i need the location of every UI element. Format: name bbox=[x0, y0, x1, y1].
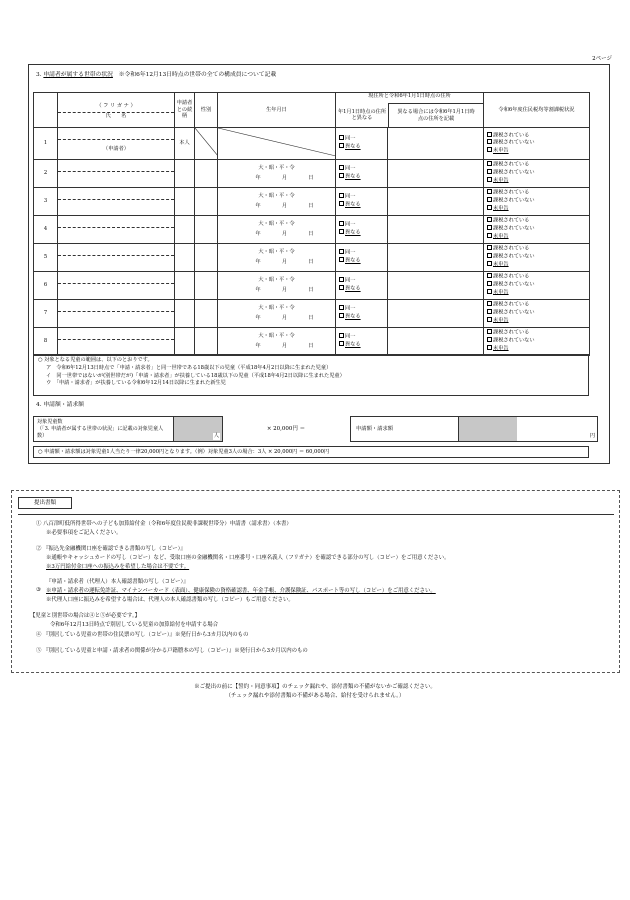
name-cell bbox=[58, 271, 175, 299]
household-table bbox=[33, 92, 590, 356]
header-tax-status: 令和6年度住民税均等割課税状況 bbox=[484, 93, 590, 128]
birthdate-cell[interactable] bbox=[218, 215, 336, 243]
section-3-title bbox=[36, 72, 276, 79]
checkbox[interactable] bbox=[339, 305, 344, 310]
name-cell bbox=[58, 243, 175, 271]
checkbox[interactable] bbox=[339, 333, 344, 338]
checkbox[interactable] bbox=[487, 329, 492, 334]
amount-box bbox=[350, 416, 598, 442]
relation-input[interactable] bbox=[175, 187, 195, 215]
address-diff-option[interactable]: 異なる bbox=[339, 341, 387, 349]
row-number: 3 bbox=[34, 187, 58, 215]
tax-taxed-option[interactable]: 課税されている bbox=[487, 273, 589, 281]
tax-status-choice bbox=[484, 215, 590, 243]
previous-address-input[interactable] bbox=[388, 159, 484, 187]
month-label: 月 bbox=[281, 203, 288, 209]
year-label: 年 bbox=[255, 343, 261, 349]
row-number: 4 bbox=[34, 215, 58, 243]
gender-cell-disabled bbox=[195, 128, 218, 160]
day-label: 日 bbox=[308, 343, 314, 349]
address-diff-option[interactable]: 異なる bbox=[339, 143, 387, 151]
address-same-option[interactable]: 同一 bbox=[339, 135, 387, 143]
header-furigana: （ フ リ ガ ナ ） bbox=[58, 101, 174, 113]
checkbox[interactable] bbox=[487, 147, 492, 152]
name-cell bbox=[58, 215, 175, 243]
birthdate-cell[interactable] bbox=[218, 187, 336, 215]
document-item-3-mark: ③ bbox=[36, 587, 41, 593]
checkbox[interactable] bbox=[339, 257, 344, 262]
name-input[interactable] bbox=[58, 200, 174, 215]
relation-input[interactable] bbox=[175, 327, 195, 355]
document-item-2: ② 『振込先金融機関口座を確認できる書類の写し（コピー）』 bbox=[36, 546, 186, 552]
checkbox[interactable] bbox=[487, 281, 492, 286]
separate-household-header: 【児童と別世帯の場合は④と⑤が必要です。】 bbox=[30, 613, 141, 619]
address-diff-option[interactable]: 異なる bbox=[339, 313, 387, 321]
year-label: 年 bbox=[255, 259, 261, 265]
era-options[interactable]: 大・昭・平・令 bbox=[258, 220, 295, 227]
section-4-title: 4. 申請額・請求額 bbox=[36, 402, 84, 408]
address-choice bbox=[336, 299, 388, 327]
birthdate-cell[interactable] bbox=[218, 327, 336, 355]
header-number bbox=[34, 93, 58, 128]
note-line: ウ 「申請・請求者」が扶養している令和6年12月14日以降に生まれた新生児 bbox=[46, 380, 226, 387]
checkbox[interactable] bbox=[487, 217, 492, 222]
previous-address-input[interactable] bbox=[388, 327, 484, 355]
checkbox[interactable] bbox=[339, 135, 344, 140]
gender-input[interactable] bbox=[195, 299, 218, 327]
checkbox[interactable] bbox=[487, 317, 492, 322]
documents-title: 提出書類 bbox=[18, 497, 72, 509]
checkbox[interactable] bbox=[487, 301, 492, 306]
checkbox[interactable] bbox=[339, 173, 344, 178]
gender-input[interactable] bbox=[195, 215, 218, 243]
header-relation: 申請者との続柄 bbox=[175, 93, 195, 128]
header-name bbox=[58, 93, 175, 128]
gender-input[interactable] bbox=[195, 159, 218, 187]
note-line: ○ 対象となる児童の範囲は、以下のとおりです。 bbox=[38, 357, 153, 363]
tax-not-taxed-option[interactable]: 課税されていない bbox=[487, 169, 589, 177]
tax-status-choice bbox=[484, 128, 590, 160]
tax-undeclared-option[interactable]: 未申告 bbox=[487, 261, 589, 269]
gender-input[interactable] bbox=[195, 327, 218, 355]
year-label: 年 bbox=[255, 287, 261, 293]
tax-status-choice bbox=[484, 327, 590, 355]
tax-not-taxed-option[interactable]: 課税されていない bbox=[487, 281, 589, 289]
gender-input[interactable] bbox=[195, 243, 218, 271]
note-line: ア 令和6年12月13日時点で「申請・請求者」と同一世帯である18歳以下の児童（平成18年4月2日以降に生まれた児童） bbox=[46, 364, 332, 371]
checkbox[interactable] bbox=[487, 205, 492, 210]
amount-label: 申請額・請求額 bbox=[351, 417, 459, 441]
header-address-group: 現住所と令和6年1月1日時点の住所 bbox=[368, 93, 451, 99]
household-row-6 bbox=[34, 271, 590, 299]
header-gender: 性別 bbox=[195, 93, 218, 128]
furigana-input[interactable] bbox=[58, 216, 174, 228]
checkbox[interactable] bbox=[487, 345, 492, 350]
address-choice bbox=[336, 159, 388, 187]
document-item-3: 『申請・請求者（代理人）本人確認書類の写し（コピー）』 bbox=[46, 579, 189, 585]
address-same-option[interactable]: 同一 bbox=[339, 305, 387, 313]
address-choice bbox=[336, 327, 388, 355]
note-line: イ 同一世帯ではないが(別世帯だが)「申請・請求者」が扶養している18歳以下の児童（平成18年4月2日以降に生まれた児童） bbox=[46, 372, 345, 379]
household-row-5 bbox=[34, 243, 590, 271]
header-address-note: 異なる場合には令和6年1月1日時点の住所を記載 bbox=[388, 103, 483, 127]
household-row-8 bbox=[34, 327, 590, 355]
furigana-input[interactable] bbox=[58, 300, 174, 312]
era-options[interactable]: 大・昭・平・令 bbox=[258, 164, 295, 171]
furigana-input[interactable] bbox=[58, 188, 174, 200]
era-options[interactable]: 大・昭・平・令 bbox=[258, 332, 295, 339]
checkbox[interactable] bbox=[487, 132, 492, 137]
checkbox[interactable] bbox=[339, 313, 344, 318]
diagonal-strike bbox=[195, 128, 218, 156]
target-children-box bbox=[33, 416, 223, 442]
name-cell bbox=[58, 299, 175, 327]
address-same-option[interactable]: 同一 bbox=[339, 221, 387, 229]
name-input[interactable] bbox=[58, 172, 174, 187]
checkbox[interactable] bbox=[487, 261, 492, 266]
footer-note-1: ※ご提出の前に【誓約・同意事項】のチェック漏れや、添付書類の不備がないかご確認ください。 bbox=[194, 684, 436, 690]
month-label: 月 bbox=[281, 259, 288, 265]
checkbox[interactable] bbox=[339, 277, 344, 282]
checkbox[interactable] bbox=[339, 165, 344, 170]
birthdate-cell[interactable] bbox=[218, 299, 336, 327]
day-label: 日 bbox=[308, 315, 314, 321]
tax-status-choice bbox=[484, 187, 590, 215]
separate-household-note: 令和6年12月13日時点で別居している児童の加算給付を申請する場合 bbox=[50, 622, 219, 628]
previous-address-input[interactable] bbox=[388, 128, 484, 160]
tax-undeclared-option[interactable]: 未申告 bbox=[487, 177, 589, 185]
household-row-2 bbox=[34, 159, 590, 187]
documents-divider bbox=[18, 514, 614, 515]
relation-input[interactable] bbox=[175, 299, 195, 327]
relation-input[interactable] bbox=[175, 159, 195, 187]
relation-input[interactable] bbox=[175, 271, 195, 299]
row-number: 2 bbox=[34, 159, 58, 187]
day-label: 日 bbox=[308, 231, 314, 237]
year-label: 年 bbox=[255, 231, 261, 237]
checkbox[interactable] bbox=[339, 249, 344, 254]
checkbox[interactable] bbox=[487, 161, 492, 166]
year-label: 年 bbox=[255, 203, 261, 209]
document-item-3-note-b: ※代理人口座に振込みを希望する場合は、代理人の本人確認書類の写し（コピー）もご用意ください。 bbox=[46, 597, 294, 603]
unit-person: 人 bbox=[213, 433, 219, 440]
tax-not-taxed-option[interactable]: 課税されていない bbox=[487, 337, 589, 345]
day-label: 日 bbox=[308, 259, 314, 265]
tax-undeclared-option[interactable]: 未申告 bbox=[487, 317, 589, 325]
row-number: 6 bbox=[34, 271, 58, 299]
checkbox[interactable] bbox=[487, 139, 492, 144]
household-row-4 bbox=[34, 215, 590, 243]
section-3-title-note: ※令和6年12月13日時点の世帯の全ての構成員について記載 bbox=[112, 72, 277, 78]
furigana-input[interactable] bbox=[58, 328, 174, 340]
tax-undeclared-option[interactable]: 未申告 bbox=[487, 345, 589, 353]
address-same-option[interactable]: 同一 bbox=[339, 277, 387, 285]
household-row-1 bbox=[34, 128, 590, 160]
era-options[interactable]: 大・昭・平・令 bbox=[258, 192, 295, 199]
section-3-title-main: 申請者が属する世帯の状況 bbox=[43, 72, 113, 78]
name-input[interactable] bbox=[58, 312, 174, 327]
tax-not-taxed-option[interactable]: 課税されていない bbox=[487, 253, 589, 261]
checkbox[interactable] bbox=[487, 169, 492, 174]
day-label: 日 bbox=[308, 203, 314, 209]
checkbox[interactable] bbox=[487, 337, 492, 342]
household-row-3 bbox=[34, 187, 590, 215]
eligible-children-notes bbox=[33, 354, 589, 396]
checkbox[interactable] bbox=[487, 189, 492, 194]
address-same-option[interactable]: 同一 bbox=[339, 333, 387, 341]
row-number: 8 bbox=[34, 327, 58, 355]
address-diff-option[interactable]: 異なる bbox=[339, 257, 387, 265]
day-label: 日 bbox=[308, 287, 314, 293]
checkbox[interactable] bbox=[487, 309, 492, 314]
member-rows bbox=[34, 159, 590, 355]
amount-input[interactable] bbox=[517, 417, 597, 441]
address-choice bbox=[336, 215, 388, 243]
name-input[interactable] bbox=[58, 228, 174, 243]
tax-taxed-option[interactable]: 課税されている bbox=[487, 329, 589, 337]
tax-not-taxed-option[interactable]: 課税されていない bbox=[487, 139, 589, 147]
checkbox[interactable] bbox=[487, 253, 492, 258]
relation-input[interactable] bbox=[175, 243, 195, 271]
checkbox[interactable] bbox=[487, 273, 492, 278]
checkbox[interactable] bbox=[487, 289, 492, 294]
tax-not-taxed-option[interactable]: 課税されていない bbox=[487, 225, 589, 233]
tax-undeclared-option[interactable]: 未申告 bbox=[487, 289, 589, 297]
section-3-prefix: 3. bbox=[36, 72, 44, 78]
address-diff-option[interactable]: 異なる bbox=[339, 285, 387, 293]
tax-status-choice bbox=[484, 159, 590, 187]
header-birthdate: 生年月日 bbox=[218, 93, 336, 128]
furigana-input[interactable] bbox=[58, 160, 174, 172]
name-cell bbox=[58, 128, 175, 160]
row-number: 5 bbox=[34, 243, 58, 271]
document-item-4: ④ 『別居している児童の世帯の住民票の写し（コピー）』※発行日から3カ月以内のもの bbox=[36, 632, 249, 638]
address-diff-option[interactable]: 異なる bbox=[339, 173, 387, 181]
month-label: 月 bbox=[281, 175, 288, 181]
day-label: 日 bbox=[308, 175, 314, 181]
page-number: 2ページ bbox=[592, 56, 612, 62]
document-item-3-note-a: ※申請・請求者の運転免許証、マイナンバーカード（表面）、健康保険の資格確認書、年金手帳、介護保険証、パスポート等の写し（コピー）をご用意ください。 bbox=[46, 588, 436, 594]
gender-input[interactable] bbox=[195, 271, 218, 299]
furigana-input[interactable] bbox=[58, 244, 174, 256]
checkbox[interactable] bbox=[487, 245, 492, 250]
document-item-2-note-a: ※通帳やキャッシュカードの写し（コピー）など、受取口座の金融機関名・口座番号・口座名義人（フリガナ）を確認できる部分の写し（コピー）をご用意ください。 bbox=[46, 555, 450, 561]
tax-status-choice bbox=[484, 271, 590, 299]
tax-undeclared-option[interactable]: 未申告 bbox=[487, 205, 589, 213]
tax-undeclared-option[interactable]: 未申告 bbox=[487, 233, 589, 241]
gender-input[interactable] bbox=[195, 187, 218, 215]
name-input[interactable] bbox=[58, 284, 174, 299]
header-address-diff: 年1月1日時点の住所と異なる bbox=[337, 108, 387, 121]
era-options[interactable]: 大・昭・平・令 bbox=[258, 276, 295, 283]
document-item-1: ① 八百津町低所得世帯への子ども加算給付金（令和6年度住民税非課税世帯分）申請書（請求書）（本書） bbox=[36, 521, 292, 527]
unit-yen: 円 bbox=[589, 433, 595, 440]
previous-address-input[interactable] bbox=[388, 215, 484, 243]
document-item-5: ⑤ 『別居している児童と申請・請求者の関係が分かる戸籍謄本の写し（コピー）』※発行日から3カ月以内のもの bbox=[36, 648, 308, 654]
checkbox[interactable] bbox=[339, 143, 344, 148]
checkbox[interactable] bbox=[339, 221, 344, 226]
name-cell bbox=[58, 327, 175, 355]
previous-address-input[interactable] bbox=[388, 243, 484, 271]
multiplier-text: × 20,000円 ＝ bbox=[266, 426, 306, 432]
birthdate-cell[interactable] bbox=[218, 243, 336, 271]
tax-taxed-option[interactable]: 課税されている bbox=[487, 189, 589, 197]
name-input[interactable] bbox=[58, 340, 174, 355]
month-label: 月 bbox=[281, 287, 288, 293]
year-label: 年 bbox=[255, 175, 261, 181]
previous-address-input[interactable] bbox=[388, 187, 484, 215]
tax-not-taxed-option[interactable]: 課税されていない bbox=[487, 197, 589, 205]
era-options[interactable]: 大・昭・平・令 bbox=[258, 248, 295, 255]
tax-taxed-option[interactable]: 課税されている bbox=[487, 301, 589, 309]
address-same-option[interactable]: 同一 bbox=[339, 165, 387, 173]
address-choice bbox=[336, 243, 388, 271]
amount-note: ○ 申請額・請求額は対象児童1人当たり一律20,000円となります。（例）対象児童3人の場合：3人 × 20,000円 ＝ 60,000円 bbox=[33, 446, 589, 458]
relation-input[interactable] bbox=[175, 215, 195, 243]
address-choice bbox=[336, 271, 388, 299]
amount-input-shade[interactable] bbox=[459, 417, 517, 441]
month-label: 月 bbox=[281, 231, 288, 237]
name-cell bbox=[58, 159, 175, 187]
tax-taxed-option[interactable]: 課税されている bbox=[487, 245, 589, 253]
previous-address-input[interactable] bbox=[388, 299, 484, 327]
header-name-label: 氏 名 bbox=[105, 112, 127, 119]
checkbox[interactable] bbox=[339, 285, 344, 290]
birthdate-cell[interactable] bbox=[218, 271, 336, 299]
checkbox[interactable] bbox=[487, 177, 492, 182]
header-address bbox=[336, 93, 484, 128]
checkbox[interactable] bbox=[339, 201, 344, 206]
tax-undeclared-option[interactable]: 未申告 bbox=[487, 147, 589, 155]
target-children-input[interactable] bbox=[174, 417, 222, 441]
month-label: 月 bbox=[281, 343, 288, 349]
applicant-label[interactable]: （申請者） bbox=[103, 146, 129, 152]
relation-cell: 本人 bbox=[175, 128, 195, 160]
address-choice bbox=[336, 187, 388, 215]
birthdate-cell[interactable] bbox=[218, 159, 336, 187]
document-item-1-note: ※必要事項をご記入ください。 bbox=[46, 530, 122, 536]
checkbox[interactable] bbox=[339, 341, 344, 346]
address-diff-option[interactable]: 異なる bbox=[339, 229, 387, 237]
address-choice bbox=[336, 128, 388, 160]
furigana-input[interactable] bbox=[58, 128, 174, 140]
row-number: 1 bbox=[34, 128, 58, 160]
tax-taxed-option[interactable]: 課税されている bbox=[487, 132, 589, 140]
household-row-7 bbox=[34, 299, 590, 327]
era-options[interactable]: 大・昭・平・令 bbox=[258, 304, 295, 311]
checkbox[interactable] bbox=[487, 225, 492, 230]
row-number: 7 bbox=[34, 299, 58, 327]
footer-note-2: （チェック漏れや添付書類の不備がある場合、給付を受けられません。） bbox=[225, 693, 405, 699]
checkbox[interactable] bbox=[339, 229, 344, 234]
tax-not-taxed-option[interactable]: 課税されていない bbox=[487, 309, 589, 317]
birthdate-cell-disabled bbox=[218, 128, 336, 160]
tax-status-choice bbox=[484, 243, 590, 271]
address-same-option[interactable]: 同一 bbox=[339, 249, 387, 257]
address-diff-option[interactable]: 異なる bbox=[339, 201, 387, 209]
furigana-input[interactable] bbox=[58, 272, 174, 284]
month-label: 月 bbox=[281, 315, 288, 321]
tax-taxed-option[interactable]: 課税されている bbox=[487, 217, 589, 225]
document-item-2-note-b: ※3万円給付金口座への振込みを希望した場合は不要です。 bbox=[46, 564, 190, 570]
year-label: 年 bbox=[255, 315, 261, 321]
name-cell bbox=[58, 187, 175, 215]
checkbox[interactable] bbox=[487, 233, 492, 238]
diagonal-strike bbox=[218, 128, 336, 156]
tax-status-choice bbox=[484, 299, 590, 327]
checkbox[interactable] bbox=[339, 193, 344, 198]
name-input[interactable] bbox=[58, 256, 174, 271]
address-same-option[interactable]: 同一 bbox=[339, 193, 387, 201]
tax-taxed-option[interactable]: 課税されている bbox=[487, 161, 589, 169]
checkbox[interactable] bbox=[487, 197, 492, 202]
target-children-label: 対象児童数 （「3. 申請者が属する世帯の状況」に記載の対象児童人数） bbox=[34, 417, 174, 441]
previous-address-input[interactable] bbox=[388, 271, 484, 299]
